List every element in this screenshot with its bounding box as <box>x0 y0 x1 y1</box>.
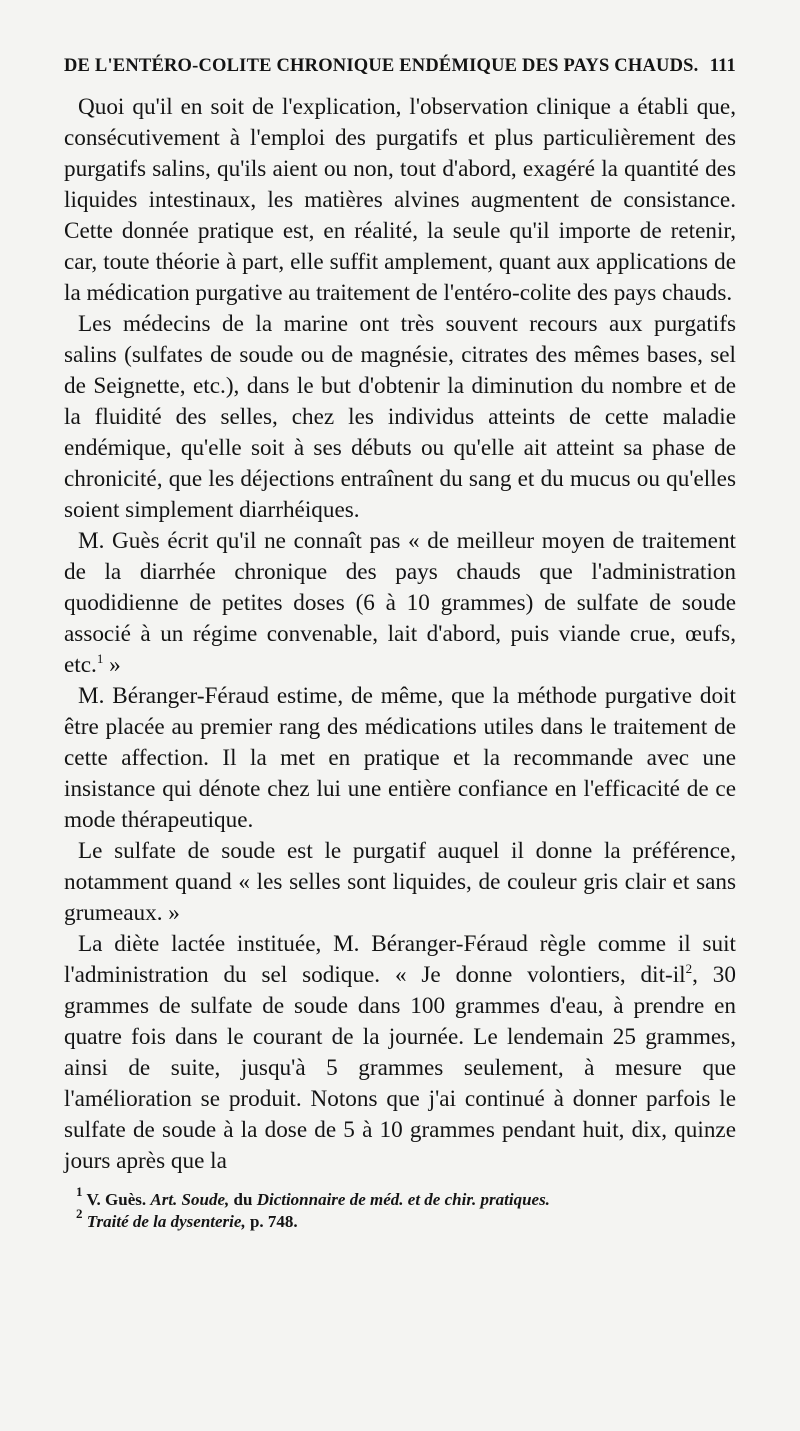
paragraph-3: M. Guès écrit qu'il ne connaît pas « de meilleur moyen de traitement de la diarrhée chronique des pays chauds que l'administration quodidienne de petites doses (6 à 10 grammes) de sulfate de soude associé à un régime convenable, lait d'abord, puis viande crue, œufs, etc.$^1$ » <box>64 528 736 678</box>
footnote-ref-2: 2 <box>685 961 693 976</box>
closing-quote: » <box>103 652 121 678</box>
footnotes <box>64 1184 736 1233</box>
running-head <box>64 56 736 86</box>
footnote-ref-1: 1 <box>96 651 104 666</box>
paragraph-1: Quoi qu'il en soit de l'explication, l'observation clinique a établi que, consécutivement à l'emploi des purgatifs et plus particulièrement des purgatifs salins, qu'ils aient ou non, tout d'abord, exagéré la quantité des liquides intestinaux, les matières alvines augmentent de consistance. Cette donnée pratique est, en réalité, la seule qu'il importe de retenir, car, toute théorie à part, elle suffit amplement, quant aux applications de la médication purgative au traitement de l'entéro-colite des pays chauds. <box>64 94 736 306</box>
paragraph-5: Le sulfate de soude est le purgatif auquel il donne la préférence, notamment quand « les selles sont liquides, de couleur gris clair et sans grumeaux. » <box>64 838 736 926</box>
paragraph-6: La diète lactée instituée, M. Béranger-Féraud règle comme il suit l'administration du sel sodique. « Je donne volontiers, dit-$il^2$, 30 grammes de sulfate de soude dans 100 grammes d'eau, à prendre en quatre fois dans le courant de la journée. Le lendemain 25 grammes, ainsi de suite, jusqu'à 5 grammes seulement, à mesure que l'amélioration se produit. Notons que j'ai continué à donner parfois le sulfate de soude à la dose de 5 à 10 grammes pendant huit, dix, quinze jours après que la <box>64 931 736 1174</box>
footnote-2: $^2$ Traité de la dysenterie, p. 748. <box>76 1206 298 1231</box>
page-number: 111 <box>709 56 736 76</box>
body-text <box>64 92 736 1177</box>
paragraph-4: M. Béranger-Féraud estime, de même, que la méthode purgative doit être placée au premier rang des médications utiles dans le traitement de cette affection. Il la met en pratique et la recommande avec une insistance qui dénote chez lui une entière confiance en l'efficacité de ce mode thérapeutique. <box>64 683 736 833</box>
paragraph-2: Les médecins de la marine ont très souvent recours aux purgatifs salins (sulfates de soude ou de magnésie, citrates des mêmes bases, sel de Seignette, etc.), dans le but d'obtenir la diminution du nombre et de la fluidité des selles, chez les individus atteints de cette maladie endémique, qu'elle soit à ses débuts ou qu'elle ait atteint sa phase de chronicité, que les déjections entraînent du sang et du mucus ou qu'elles soient simplement diarrhéiques. <box>64 311 736 523</box>
running-head-title: DE L'ENTÉRO-COLITE CHRONIQUE ENDÉMIQUE DES PAYS CHAUDS. <box>64 56 699 76</box>
footnote-1: $^1$ V. Guès. Art. Soude, du Dictionnaire de méd. et de chir. pratiques. <box>76 1184 550 1209</box>
